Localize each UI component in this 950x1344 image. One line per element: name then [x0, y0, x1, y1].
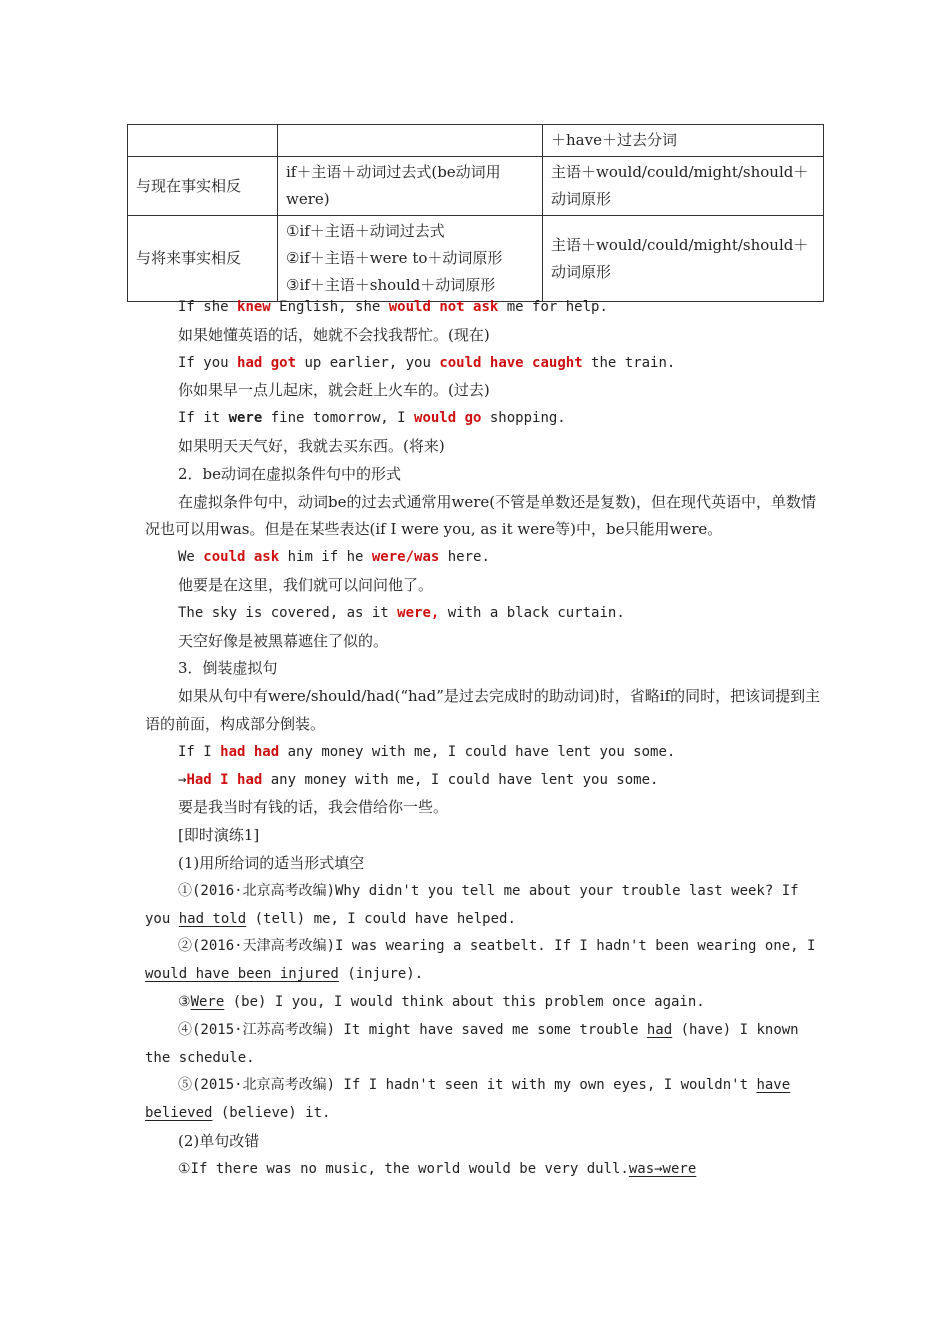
- paragraph: 如果从句中有were/should/had(“had”是过去完成时的助动词)时，省略if的同时，把该词提到主语的前面，构成部分倒装。: [145, 687, 821, 733]
- answer-text: have believed: [145, 1077, 791, 1122]
- table-cell: [128, 125, 278, 157]
- text-span: (injure).: [338, 966, 424, 983]
- translation: 如果她懂英语的话，她就不会找我帮忙。(现在): [178, 325, 490, 344]
- rule-line: ③if＋主语＋should＋动词原形: [286, 276, 496, 294]
- text-span: the train.: [582, 354, 676, 371]
- text-span: The sky is covered, as it: [178, 604, 398, 621]
- example-sentence: [145, 405, 825, 433]
- text-span: (have) I known the schedule.: [145, 1021, 799, 1066]
- table-row: [128, 125, 824, 157]
- text-span: If I: [178, 743, 221, 760]
- table-cell: [278, 216, 543, 302]
- text-span: any money with me, I could have lent you some.: [279, 743, 676, 760]
- text-span: We: [178, 549, 204, 566]
- highlight-text: would not ask: [388, 299, 499, 315]
- drill-subtitle: (2)单句改错: [178, 1131, 260, 1150]
- example-sentence: [145, 739, 825, 767]
- example-sentence: [145, 294, 825, 322]
- answer-text: was→were: [628, 1160, 697, 1177]
- answer-text: Were: [190, 993, 225, 1010]
- text-span: here.: [439, 549, 490, 566]
- answer-text: would have been injured: [145, 966, 339, 983]
- highlight-text: Had I had: [186, 771, 263, 788]
- text-span: ⑤(2015·北京高考改编) If I hadn't seen it with my own eyes, I wouldn't: [178, 1077, 757, 1094]
- grammar-table: [127, 124, 824, 302]
- body-text: [145, 294, 825, 1184]
- text-span: shopping.: [481, 410, 566, 427]
- text-span: ①If there was no music, the world would be very dull.: [178, 1160, 629, 1177]
- highlight-text: had had: [220, 743, 280, 760]
- rule-line: ①if＋主语＋动词过去式: [286, 222, 445, 240]
- table-cell: 与将来事实相反: [128, 216, 278, 302]
- table-row: [128, 157, 824, 216]
- highlight-text: were/was: [371, 549, 440, 566]
- table-cell: if＋主语＋动词过去式(be动词用were): [278, 157, 543, 216]
- text-span: ③: [178, 993, 191, 1010]
- translation: 如果明天天气好，我就去买东西。(将来): [178, 436, 445, 455]
- drill-subtitle: (1)用所给词的适当形式填空: [178, 853, 365, 872]
- highlight-text: had got: [237, 354, 297, 371]
- translation: 天空好像是被黑幕遮住了似的。: [178, 631, 389, 650]
- text-span: (be) I you, I would think about this problem once again.: [224, 993, 705, 1010]
- text-span: (believe) it.: [212, 1105, 331, 1122]
- text-span: any money with me, I could have lent you some.: [262, 771, 659, 788]
- text-span: him if he: [279, 549, 372, 566]
- section-title: 2．be动词在虚拟条件句中的形式: [178, 464, 402, 483]
- text-span: up earlier, you: [296, 354, 440, 371]
- question-item: [145, 1156, 825, 1184]
- table-cell: 与现在事实相反: [128, 157, 278, 216]
- text-span: ②(2016·天津高考改编)I was wearing a seatbelt. If I hadn't been wearing one, I: [178, 938, 816, 955]
- highlight-text: knew: [237, 299, 271, 315]
- drill-title: [即时演练1]: [178, 826, 260, 845]
- table-cell: 主语＋would/could/might/should＋动词原形: [543, 216, 824, 302]
- table-row: [128, 216, 824, 302]
- highlight-text: could have caught: [439, 354, 583, 371]
- arrow-text: →: [178, 771, 187, 788]
- translation: 要是我当时有钱的话，我会借给你一些。: [178, 798, 449, 817]
- text-span: If it: [178, 410, 229, 427]
- text-span: me for help.: [498, 299, 608, 315]
- paragraph: 在虚拟条件句中，动词be的过去式通常用were(不管是单数还是复数)，但在现代英语中，单数情况也可以用was。但是在某些表达(if I were you, as it were等)中，be只能用were。: [145, 492, 816, 539]
- answer-text: had: [646, 1021, 673, 1038]
- table-cell: [278, 125, 543, 157]
- rule-line: ②if＋主语＋were to＋动词原形: [286, 249, 503, 267]
- text-span: with a black curtain.: [439, 604, 625, 621]
- example-sentence: [145, 544, 825, 572]
- question-item: [145, 1072, 825, 1128]
- text-span: If you: [178, 354, 238, 371]
- example-sentence: [145, 350, 825, 378]
- question-item: [145, 933, 825, 989]
- example-sentence: [145, 600, 825, 628]
- text-span: fine tomorrow, I: [262, 410, 415, 427]
- translation: 你如果早一点儿起床，就会赶上火车的。(过去): [178, 381, 490, 400]
- table-cell: ＋have＋过去分词: [543, 125, 824, 157]
- text-span: ④(2015·江苏高考改编) It might have saved me some trouble: [178, 1021, 647, 1038]
- section-title: 3．倒装虚拟句: [178, 659, 278, 678]
- text-span: ①(2016·北京高考改编)Why didn't you tell me about your trouble last week? If you: [145, 882, 799, 927]
- question-item: [145, 878, 825, 934]
- highlight-text: would go: [414, 410, 482, 427]
- translation: 他要是在这里，我们就可以问问他了。: [178, 575, 434, 594]
- highlight-text: were,: [397, 604, 440, 621]
- text-span: (tell) me, I could have helped.: [246, 910, 516, 927]
- text-span: English, she: [270, 299, 389, 315]
- question-item: [145, 989, 825, 1017]
- example-sentence: [145, 767, 825, 795]
- table-cell: 主语＋would/could/might/should＋动词原形: [543, 157, 824, 216]
- highlight-text: could ask: [203, 549, 280, 566]
- question-item: [145, 1017, 825, 1073]
- text-span: If she: [178, 299, 238, 315]
- answer-text: had told: [178, 910, 247, 927]
- bold-text: were: [228, 410, 263, 427]
